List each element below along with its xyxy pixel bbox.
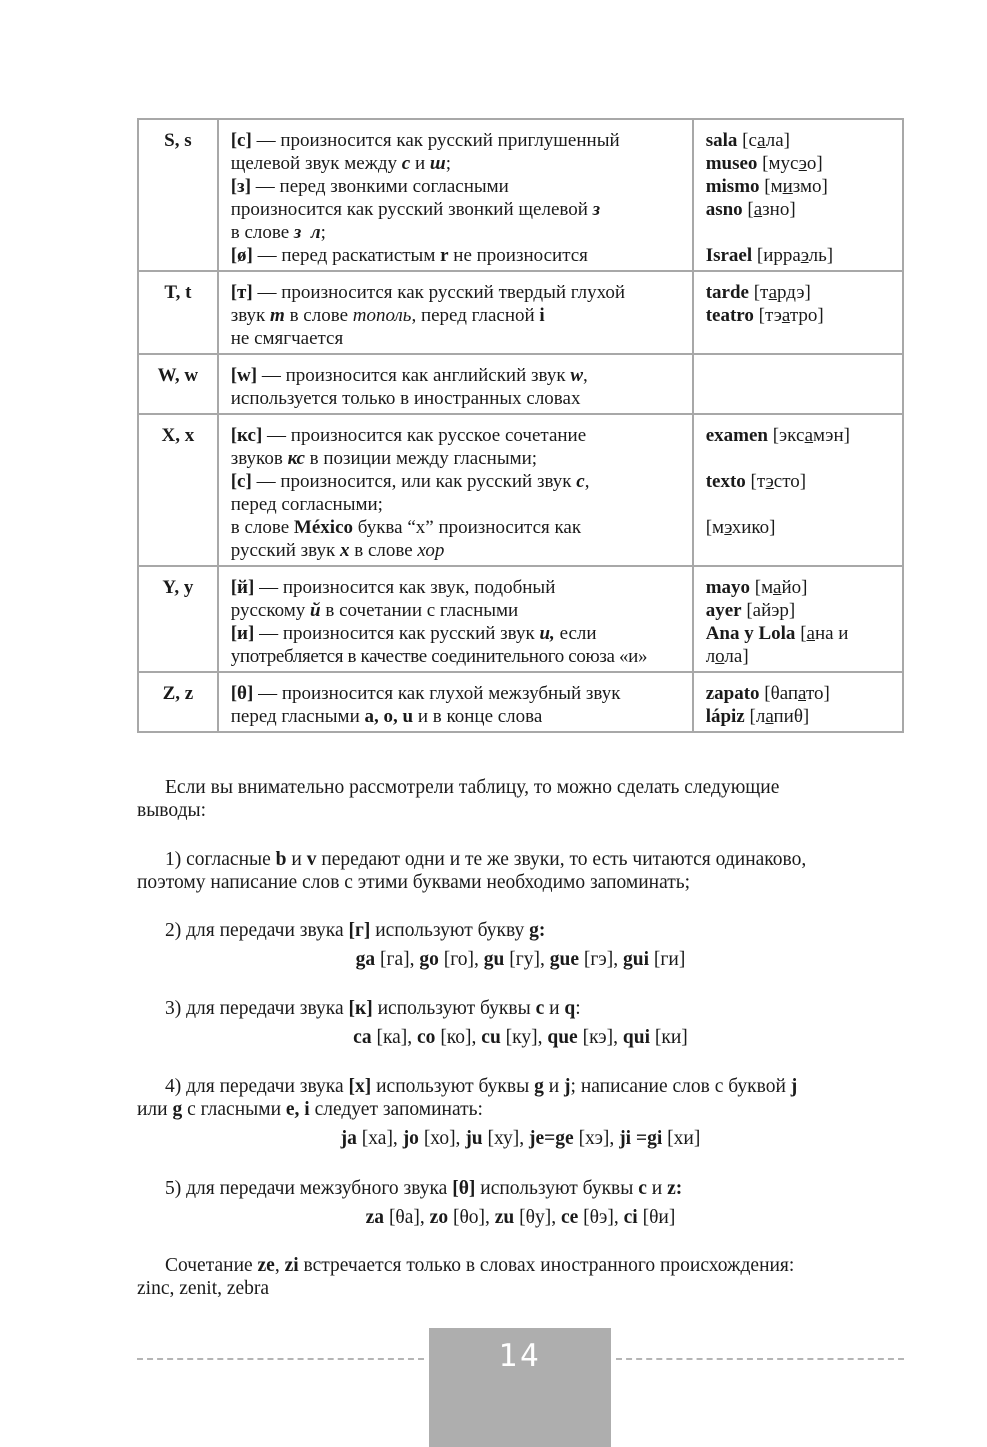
letter-cell: Y, y [138, 566, 218, 672]
pronunciation-line: [и] — произносится как русский звук и, если [230, 623, 597, 644]
example-word: Ana y Lola [ана и [705, 623, 849, 644]
rule-5-examples: za [θа], zo [θо], zu [θу], ce [θэ], ci [θи] [365, 1207, 676, 1228]
closing-paragraph: Сочетание ze, zi встречается только в словах иностранного происхождения: zinc, zenit, zebra [137, 1255, 795, 1299]
sound-table [137, 118, 904, 733]
example-word: mismo [мизмо] [705, 176, 828, 197]
example-word: texto [тэсто] [705, 471, 807, 492]
letter-cell: X, x [138, 414, 218, 566]
example-word: lápiz [лапиθ] [705, 706, 810, 727]
pronunciation-cell [218, 119, 693, 271]
rule-1: 1) согласные b и v передают одни и те же звуки, то есть читаются одинаково, поэтому написание слов с этими буквами необходимо запоминать; [137, 849, 807, 893]
example-word: sala [сала] [705, 130, 790, 151]
pronunciation-line: [θ] — произносится как глухой межзубный звук [230, 683, 621, 704]
pronunciation-line: [ø] — перед раскатистым r не произносится [230, 245, 588, 266]
pronunciation-cell [218, 414, 693, 566]
letter-cell: T, t [138, 271, 218, 354]
letter-cell: S, s [138, 119, 218, 271]
examples-cell [693, 566, 903, 672]
rule-2 [137, 919, 904, 971]
pronunciation-line: перед гласными a, o, u и в конце слова [230, 706, 543, 727]
pronunciation-cell [218, 271, 693, 354]
pronunciation-line: в слове México буква “x” произносится как [230, 517, 582, 538]
example-word: zapato [θапато] [705, 683, 830, 704]
footer-dashed-rule-left [137, 1358, 424, 1360]
table-row [138, 119, 903, 271]
table-row [138, 271, 903, 354]
pronunciation-line: употребляется в качестве соединительного союза «и» [230, 646, 648, 667]
examples-cell [693, 672, 903, 732]
pronunciation-line: произносится как русский звонкий щелевой з [230, 199, 601, 220]
table-row [138, 354, 903, 414]
pronunciation-line: не смягчается [230, 328, 344, 349]
intro-line-1: Если вы внимательно рассмотрели таблицу, то можно сделать следующие [165, 777, 780, 798]
page-number-tab [429, 1328, 611, 1447]
rule-5 [137, 1177, 904, 1229]
example-word: Israel [ирраэль] [705, 245, 834, 266]
table-row [138, 566, 903, 672]
table-row [138, 414, 903, 566]
pronunciation-cell [218, 566, 693, 672]
rule-4: 4) для передачи звука [х] используют буквы g и j; написание слов с буквой j или g с гласными e, i следует запоминать: ja [ха], jo [хо], ju [ху], je=ge [хэ], ji =gi [хи] [137, 1075, 904, 1150]
example-word [706, 493, 894, 516]
page-number: 14 [498, 1338, 542, 1374]
example-word: ayer [айэр] [705, 600, 796, 621]
pronunciation-line: [w] — произносится как английский звук w, [230, 365, 588, 386]
rule-4-examples: ja [ха], jo [хо], ju [ху], je=ge [хэ], ji =gi [хи] [340, 1128, 701, 1149]
example-word: [мэхико] [705, 517, 776, 538]
pronunciation-line: [с] — произносится, или как русский звук с, [230, 471, 590, 492]
pronunciation-line: перед согласными; [230, 494, 383, 515]
pronunciation-cell [218, 354, 693, 414]
pronunciation-line: звуков кс в позиции между гласными; [230, 448, 538, 469]
rule-3-examples: ca [ка], co [ко], cu [ку], que [кэ], qui [ки] [353, 1027, 688, 1048]
pronunciation-line: [з] — перед звонкими согласными [230, 176, 509, 197]
pronunciation-line: в слове з л; [230, 222, 326, 243]
intro-paragraph [137, 776, 904, 822]
examples-cell [693, 119, 903, 271]
examples-cell [693, 414, 903, 566]
example-word: examen [эксамэн] [705, 425, 850, 446]
pronunciation-cell [218, 672, 693, 732]
example-word: mayo [майо] [705, 577, 808, 598]
pronunciation-line: звук т в слове тополь, перед гласной i [230, 305, 545, 326]
examples-cell [693, 354, 903, 414]
intro-line-2: выводы: [137, 800, 207, 821]
letter-cell: W, w [138, 354, 218, 414]
rule-3 [137, 997, 904, 1049]
pronunciation-line: [й] — произносится как звук, подобный [230, 577, 556, 598]
example-word: asno [азно] [705, 199, 796, 220]
pronunciation-line: [кс] — произносится как русское сочетание [230, 425, 587, 446]
rule-2-examples: ga [га], go [го], gu [гу], gue [гэ], gui [ги] [355, 949, 686, 970]
table-row [138, 672, 903, 732]
pronunciation-line: русский звук х в слове хор [230, 540, 445, 561]
pronunciation-line: щелевой звук между с и ш; [230, 153, 451, 174]
example-word: museo [мусэо] [705, 153, 823, 174]
pronunciation-line: русскому й в сочетании с гласными [230, 600, 519, 621]
example-word [706, 447, 894, 470]
rule-2-text: 2) для передачи звука [г] используют букву g: [165, 920, 546, 941]
letter-cell: Z, z [138, 672, 218, 732]
pronunciation-line: [с] — произносится как русский приглушенный [230, 130, 620, 151]
footer-dashed-rule-right [616, 1358, 904, 1360]
example-word [706, 221, 894, 244]
rule-5-text: 5) для передачи межзубного звука [θ] используют буквы c и z: [165, 1178, 683, 1199]
pronunciation-line: используется только в иностранных словах [230, 388, 581, 409]
example-word: лола] [705, 646, 749, 667]
examples-cell [693, 271, 903, 354]
example-word: tarde [тардэ] [705, 282, 811, 303]
example-word: teatro [тэатро] [705, 305, 824, 326]
rule-3-text: 3) для передачи звука [к] используют буквы c и q: [165, 998, 581, 1019]
pronunciation-line: [т] — произносится как русский твердый глухой [230, 282, 626, 303]
